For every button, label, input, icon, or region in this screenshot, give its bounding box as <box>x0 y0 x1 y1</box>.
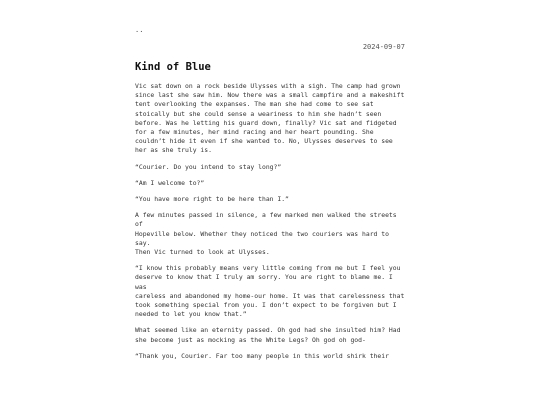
paragraph: “You have more right to be here than I.” <box>135 195 289 204</box>
article-body <box>135 82 409 368</box>
paragraph: “Thank you, Courier. Far too many people in this world shirk their <box>135 351 389 360</box>
post-date: 2024-09-07 <box>362 43 405 51</box>
paragraph: “Courier. Do you intend to stay long?” <box>135 162 282 171</box>
paragraph: What seemed like an eternity passed. Oh god had she insulted him? Had she become just as mocking as the White Legs? Oh god oh god- <box>135 326 401 344</box>
back-link[interactable]: .. <box>135 26 144 34</box>
paragraph: A few minutes passed in silence, a few marked men walked the streets of Hopeville below. Whether they noticed the two couriers was hard to say. Then Vic turned to look at Ulysses. <box>135 211 397 257</box>
paragraph: Vic sat down on a rock beside Ulysses with a sigh. The camp had grown since last she saw him. Now there was a small campfire and a makeshift tent overlooking the expanses. The man she had come to see sat stoically but she could sense a weariness to him she hadn’t seen before. Was he letting his guard down, finally? Vic sat and fidgeted for a few minutes, her mind racing and her heart pounding. She couldn’t hide it even if she wanted to. No, Ulysses deserves to see her as she truly is. <box>135 82 409 155</box>
paragraph: “Am I welcome to?” <box>135 178 205 187</box>
paragraph: “I know this probably means very little coming from me but I feel you deserve to know that I truly am sorry. You are right to blame me. I was careless and abandoned my home-our home. It was that carelessness that took something special from you. I don’t expect to be forgiven but I needed to let you know that.” <box>135 264 405 319</box>
post-title: Kind of Blue <box>135 61 211 73</box>
